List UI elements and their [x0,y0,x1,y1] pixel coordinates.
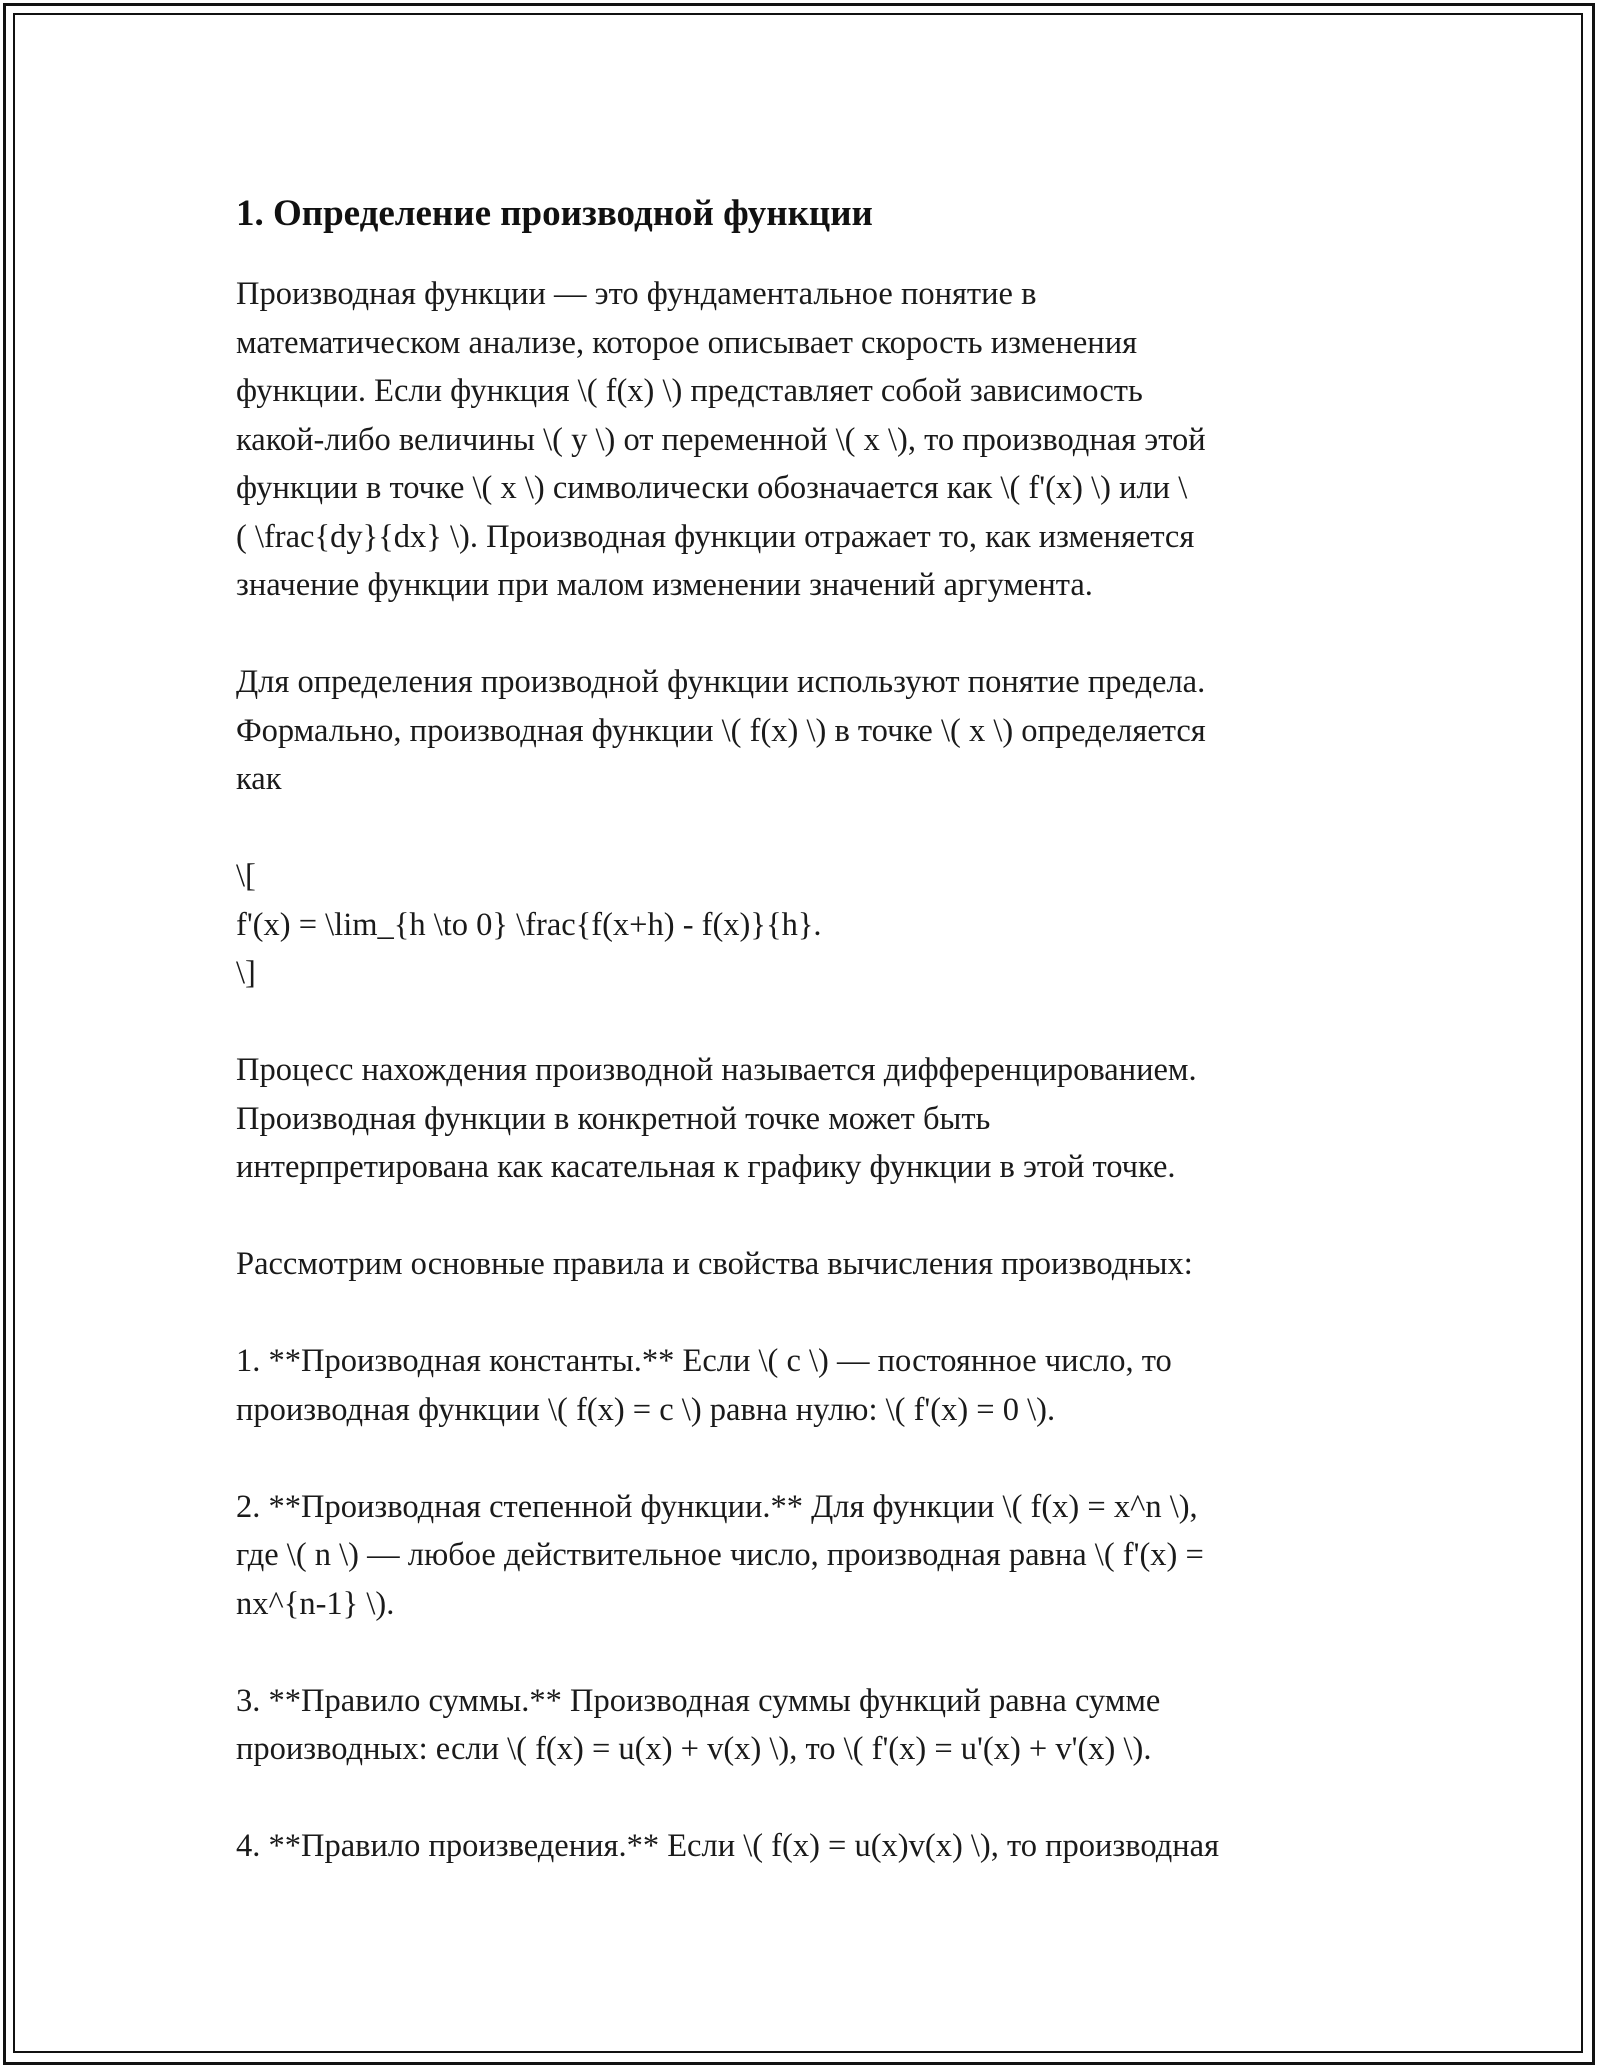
list-item-constant-rule: 1. **Производная константы.** Если \( c \) — постоянное число, то производная функции \( f(x) = c \) равна нулю: \( f'(x) = 0 \). [236,1343,1172,1428]
paragraph-derivative-intro: Производная функции — это фундаментальное понятие в математическом анализе, которое описывает скорость изменения функции. Если функция \( f(x) \) представляет собой зависимость какой-либо величины \( y \) от переменной \( x \), то производная этой функции в точке \( x \) символически обозначается как \( f'(x) \) или \ ( \frac{dy}{dx} \). Производная функции отражает то, как изменяется значение функции при малом изменении значений аргумента. [236,276,1206,603]
list-item-product-rule: 4. **Правило произведения.** Если \( f(x) = u(x)v(x) \), то производная [236,1828,1220,1864]
formula-block: \[ f'(x) = \lim_{h \to 0} \frac{f(x+h) - f(x)}{h}. \] [236,858,822,991]
section-heading: 1. Определение производной функции [236,193,873,234]
paragraph-differentiation: Процесс нахождения производной называется дифференцированием. Производная функции в конкретной точке может быть интерпретирована как касательная к графику функции в этой точке. [236,1052,1197,1185]
paragraph-limit-definition: Для определения производной функции используют понятие предела. Формально, производная функции \( f(x) \) в точке \( x \) определяется как [236,664,1206,797]
list-item-sum-rule: 3. **Правило суммы.** Производная суммы функций равна сумме производных: если \( f(x) = u(x) + v(x) \), то \( f'(x) = u'(x) + v'(x) \). [236,1682,1161,1767]
paragraph-rules-intro: Рассмотрим основные правила и свойства вычисления производных: [236,1246,1193,1282]
list-item-power-rule: 2. **Производная степенной функции.** Для функции \( f(x) = x^n \), где \( n \) — любое действительное число, производная равна \( f'(x) = nx^{n-1} \). [236,1488,1204,1622]
document-body [236,184,1356,1871]
